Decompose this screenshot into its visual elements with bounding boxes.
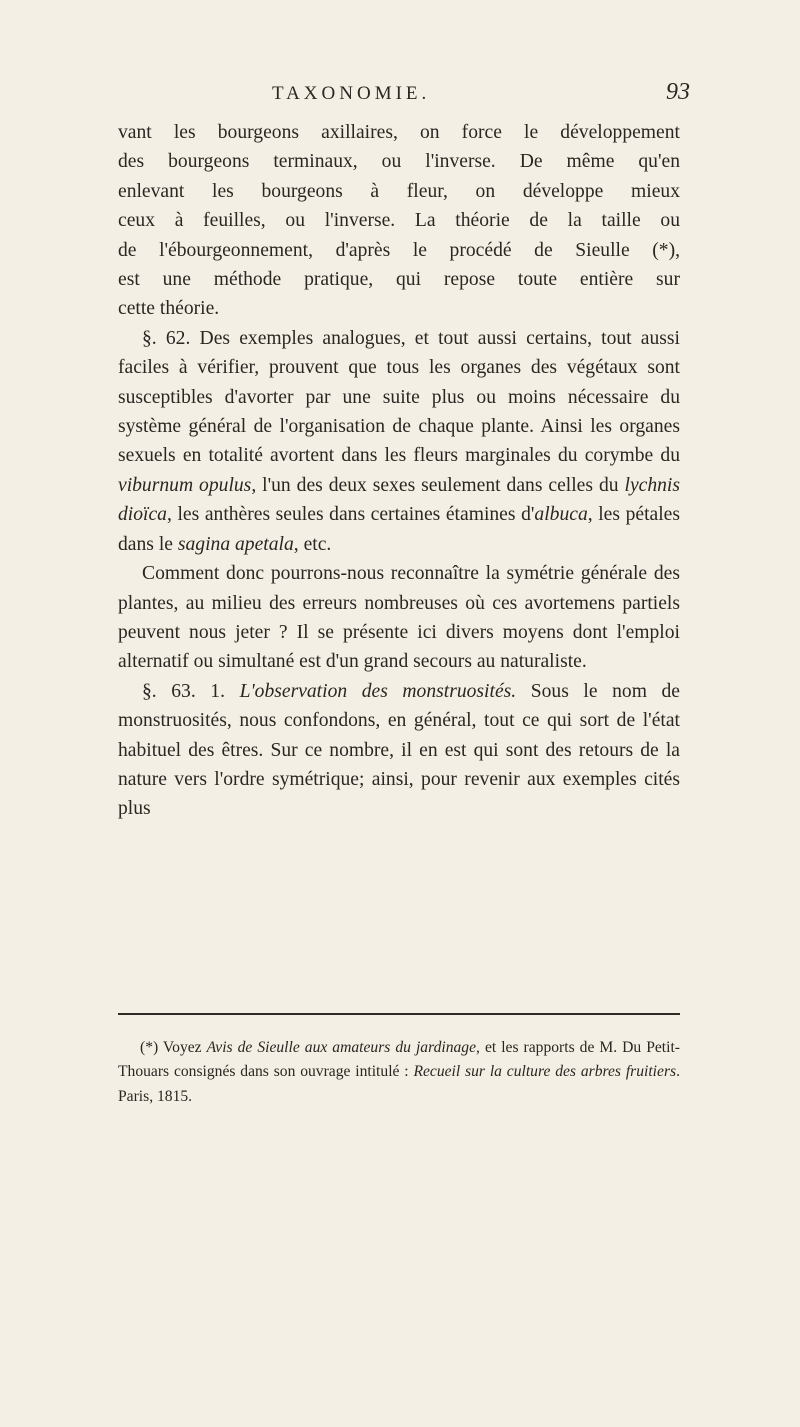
- running-head: [0, 79, 800, 113]
- footnote-text: [118, 1036, 680, 1109]
- italic-title: Recueil sur la culture des arbres fruitiers: [413, 1063, 677, 1081]
- text-line: des bourgeons terminaux, ou l'inverse. De même qu'en: [118, 151, 680, 173]
- text-run: §. 63. 1.: [142, 680, 240, 702]
- paragraph-continued: [118, 118, 680, 324]
- text-run: §. 62. Des exemples analogues, et tout aussi certains, tout aussi faciles à vérifier, prouvent que tous les organes des végétaux sont susceptibles d'avorter par une suite plus ou moins nécessaire du système général de l'organisation de chaque plante. Ainsi les organes sexuels en totalité avortent dans les fleurs marginales du corymbe du: [118, 327, 680, 467]
- italic-term: lychnis dioïca: [118, 474, 680, 526]
- section-heading-italic: L'observation des monstruosités.: [239, 680, 517, 702]
- text-line: vant les bourgeons axillaires, on force le développement: [118, 122, 680, 143]
- text-run: , les anthères seules dans certaines étamines d': [166, 504, 535, 526]
- italic-term: sagina apetala: [177, 533, 294, 555]
- text-run: , etc.: [293, 533, 332, 555]
- italic-term: viburnum opulus: [118, 474, 252, 496]
- italic-title: Avis de Sieulle aux amateurs du jardinage: [206, 1039, 477, 1056]
- body-text: [118, 118, 680, 824]
- text-run: , l'un des deux sexes seulement dans celles du: [251, 474, 625, 496]
- text-line: enlevant les bourgeons à fleur, on développe mieux: [118, 180, 680, 202]
- italic-term: albuca: [534, 504, 588, 526]
- text-run: . Paris, 1815.: [118, 1063, 680, 1105]
- page-number: 93: [666, 79, 690, 105]
- paragraph-62: [118, 324, 680, 559]
- footnote-rule: [118, 1013, 680, 1015]
- text-run: , et les rapports de M. Du Petit-Thouars consignés dans son ouvrage intitulé :: [118, 1039, 680, 1081]
- text-line: de l'ébourgeonnement, d'après le procédé de Sieulle (*),: [118, 239, 680, 261]
- text-line: ceux à feuilles, ou l'inverse. La théorie de la taille ou: [118, 210, 680, 232]
- running-title: TAXONOMIE.: [272, 83, 431, 104]
- text-run: , les pétales dans le: [118, 504, 680, 555]
- paragraph-question: Comment donc pourrons-nous reconnaître la symétrie générale des plantes, au milieu des erreurs nombreuses où ces avortemens partiels peuvent nous jeter ? Il se présente ici divers moyens dont l'emploi alternatif ou simultané est d'un grand secours au naturaliste.: [118, 563, 680, 673]
- text-line: est une méthode pratique, qui repose toute entière sur: [118, 269, 680, 291]
- paragraph-63: [118, 677, 680, 824]
- footnote: [118, 1036, 680, 1109]
- text-line: cette théorie.: [118, 298, 220, 320]
- text-run: (*) Voyez: [140, 1039, 207, 1056]
- text-run: Sous le nom de monstruosités, nous confondons, en général, tout ce qui sort de l'état habituel des êtres. Sur ce nombre, il en est qui sont des retours de la nature vers l'ordre symétrique; ainsi, pour revenir aux exemples cités plus: [118, 680, 680, 820]
